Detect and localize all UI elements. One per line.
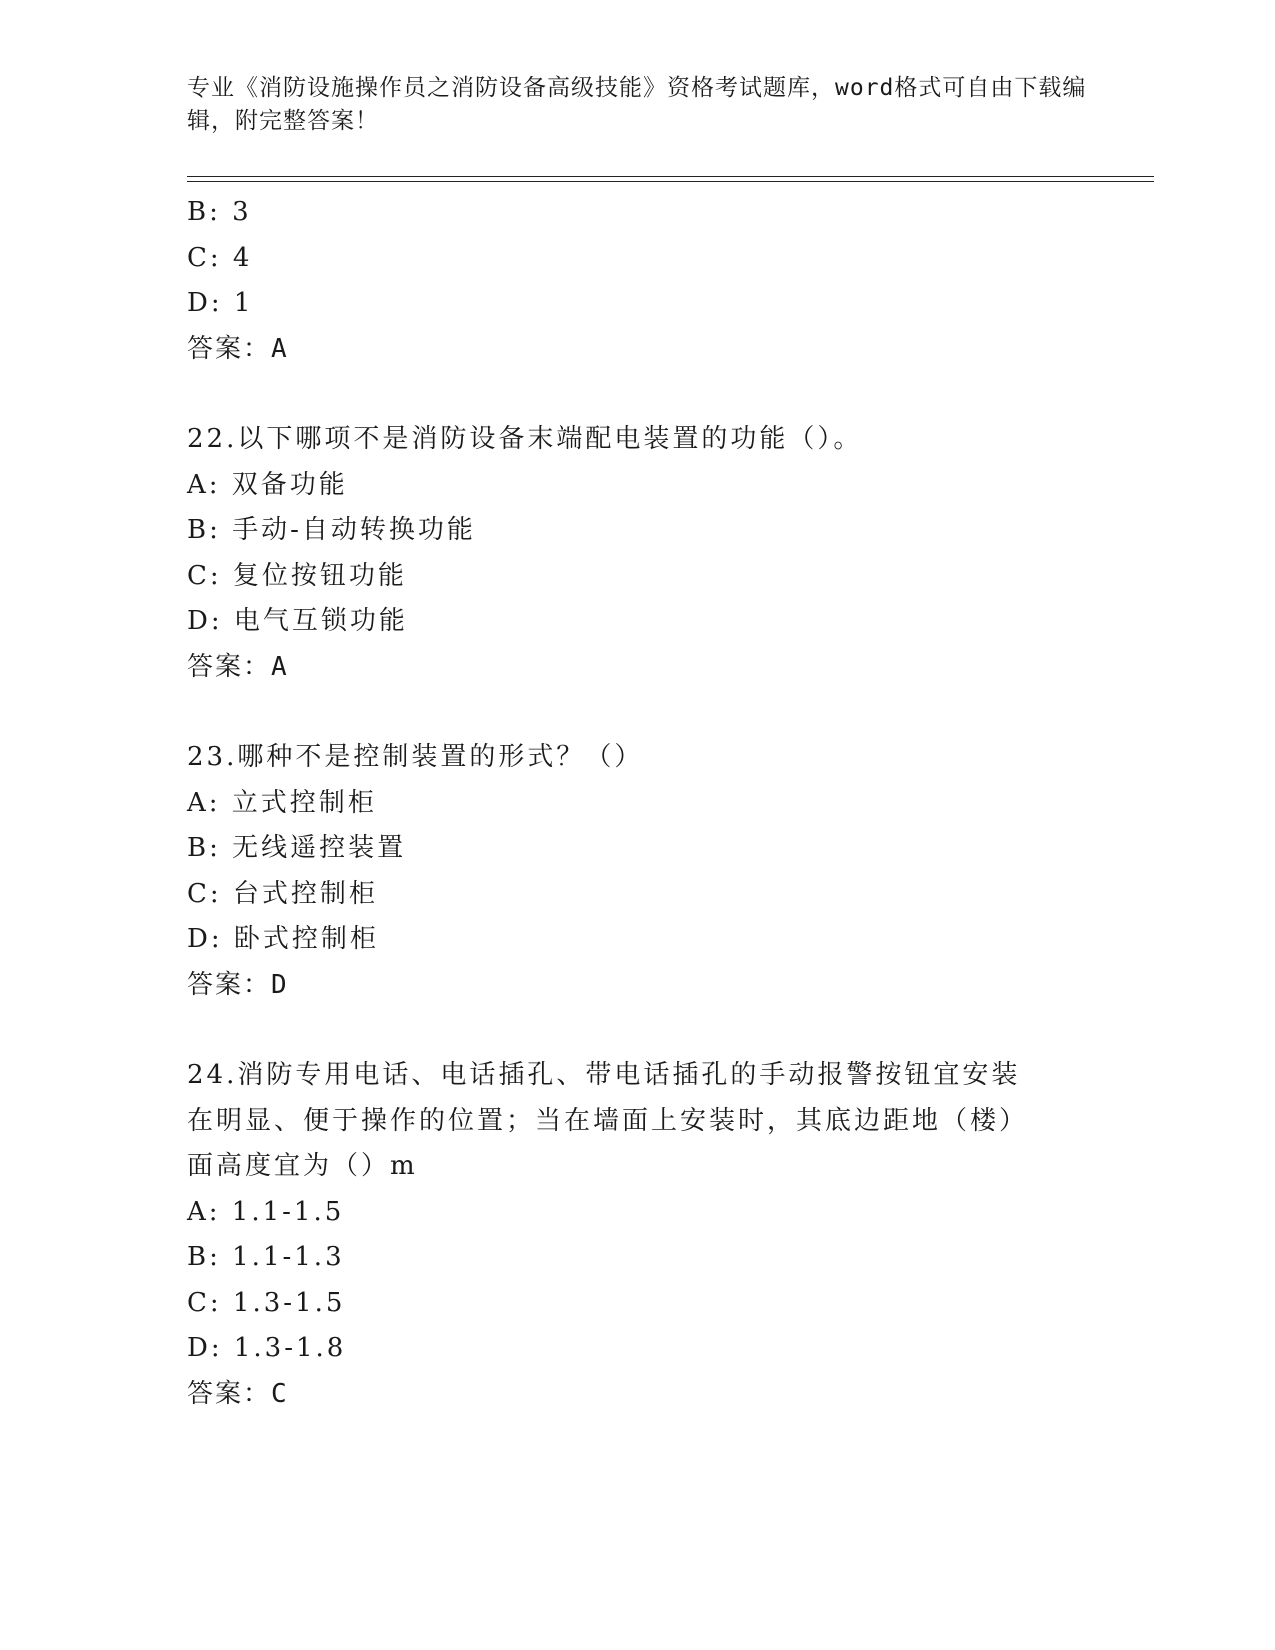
option-b: B: 手动-自动转换功能 — [187, 515, 476, 545]
option-d: D: 1.3-1.8 — [187, 1333, 347, 1363]
option-c: C: 1.3-1.5 — [187, 1287, 346, 1318]
answer: 答案：D — [187, 969, 289, 1000]
option-d: D: 1 — [187, 288, 254, 318]
question-list — [187, 190, 1087, 1417]
option-a: A: 1.1-1.5 — [187, 1196, 345, 1227]
question-24 — [187, 1053, 1087, 1417]
header-divider-top — [187, 176, 1154, 177]
question-23 — [187, 735, 1087, 1008]
option-c: C: 4 — [187, 242, 253, 273]
header-divider-bottom — [187, 181, 1154, 182]
option-a: A: 立式控制柜 — [187, 787, 377, 818]
page-header: 专业《消防设施操作员之消防设备高级技能》资格考试题库，word格式可自由下载编辑，附完整答案！ — [187, 75, 1087, 134]
question-stem: 23.哪种不是控制装置的形式？（） — [187, 742, 644, 772]
previous-question-tail — [187, 190, 1087, 372]
question-stem: 24.消防专用电话、电话插孔、带电话插孔的手动报警按钮宜安装在明显、便于操作的位置；当在墙面上安装时，其底边距地（楼）面高度宜为（）m — [187, 1060, 1029, 1181]
option-b: B: 1.1-1.3 — [187, 1242, 345, 1272]
spacer — [187, 1008, 1087, 1053]
answer: 答案：A — [187, 651, 289, 682]
question-stem: 22.以下哪项不是消防设备末端配电装置的功能（）。 — [187, 424, 863, 454]
option-b: B: 无线遥控装置 — [187, 833, 407, 863]
answer: 答案：C — [187, 1378, 289, 1409]
question-22 — [187, 417, 1087, 690]
option-d: D: 电气互锁功能 — [187, 606, 408, 636]
option-c: C: 台式控制柜 — [187, 878, 378, 909]
option-c: C: 复位按钮功能 — [187, 560, 407, 591]
answer: 答案：A — [187, 333, 289, 364]
spacer — [187, 372, 1087, 417]
option-b: B: 3 — [187, 197, 252, 227]
option-d: D: 卧式控制柜 — [187, 924, 379, 954]
spacer — [187, 690, 1087, 735]
option-a: A: 双备功能 — [187, 469, 348, 500]
